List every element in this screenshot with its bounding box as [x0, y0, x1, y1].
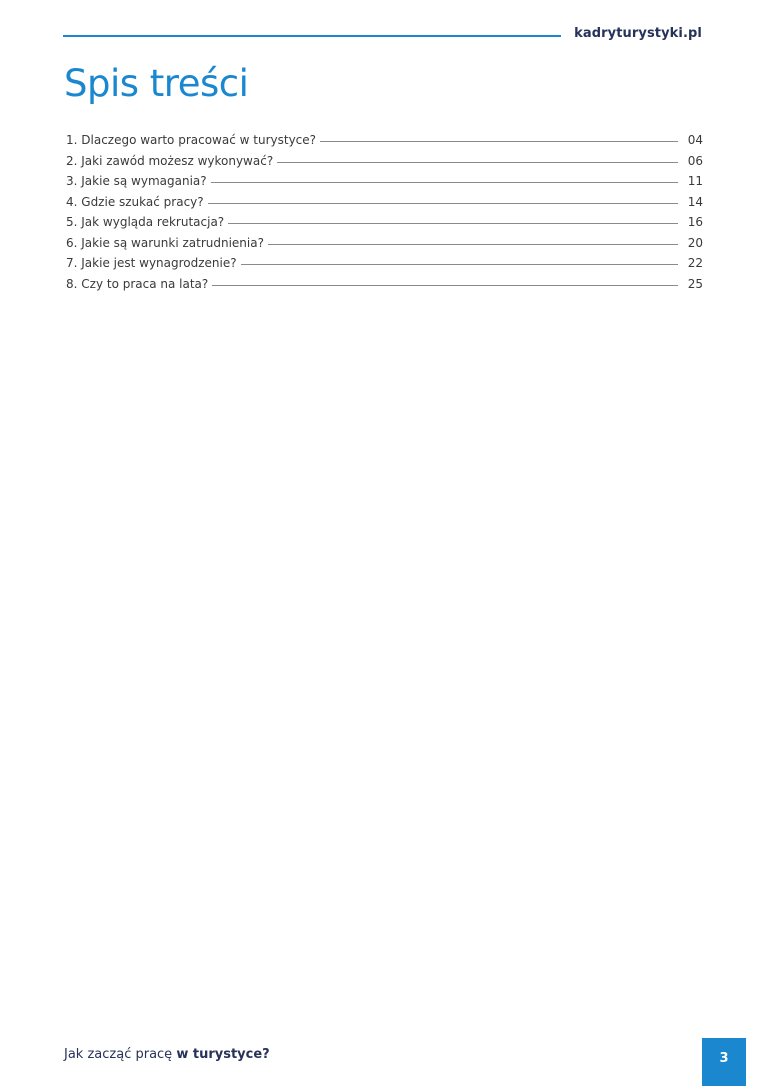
toc-entry[interactable] [66, 236, 703, 257]
toc-entry-label: 8. Czy to praca na lata? [66, 276, 209, 291]
page-number: 3 [719, 1050, 729, 1066]
toc-entry-page: 11 [687, 174, 703, 188]
toc-entry-label: 6. Jakie są warunki zatrudnienia? [66, 235, 264, 250]
toc-entry-page: 04 [687, 133, 703, 147]
toc-entry-page: 25 [687, 276, 703, 291]
brand-name: kadryturystyki.pl [574, 26, 702, 41]
header-rule [63, 35, 561, 37]
toc-entry-page: 20 [687, 235, 703, 250]
toc-leader-line [211, 182, 678, 183]
toc-leader-line [208, 203, 678, 204]
toc-entry-page: 14 [687, 194, 703, 209]
toc-leader-line [228, 223, 678, 224]
toc-leader-line [320, 141, 678, 142]
toc-entry-page: 06 [687, 153, 703, 168]
toc-leader-line [268, 244, 678, 245]
toc-entry[interactable] [66, 174, 703, 195]
toc-entry-label: 1. Dlaczego warto pracować w turystyce? [66, 133, 317, 147]
toc-leader-line [277, 162, 678, 163]
toc-entry-label: 2. Jaki zawód możesz wykonywać? [66, 153, 274, 168]
toc-leader-line [212, 285, 678, 286]
toc-entry-page: 16 [687, 215, 703, 229]
footer-title-regular: Jak zacząć pracę [64, 1047, 177, 1062]
toc-entry-label: 7. Jakie jest wynagrodzenie? [66, 256, 237, 270]
toc-entry[interactable] [66, 133, 703, 154]
toc-entry[interactable] [66, 277, 703, 298]
toc-entry-label: 3. Jakie są wymagania? [66, 174, 207, 188]
toc-entry-label: 4. Gdzie szukać pracy? [66, 194, 204, 209]
toc-entry-label: 5. Jak wygląda rekrutacja? [66, 215, 225, 229]
table-of-contents [66, 133, 703, 297]
toc-entry-page: 22 [687, 256, 703, 270]
page-number-badge [702, 1038, 746, 1086]
toc-leader-line [241, 264, 678, 265]
toc-entry[interactable] [66, 195, 703, 216]
toc-entry[interactable] [66, 256, 703, 277]
toc-entry[interactable] [66, 215, 703, 236]
footer-title-bold: w turystyce? [176, 1047, 270, 1062]
toc-entry[interactable] [66, 154, 703, 175]
page-title: Spis treści [64, 62, 249, 105]
footer-title [64, 1047, 270, 1062]
